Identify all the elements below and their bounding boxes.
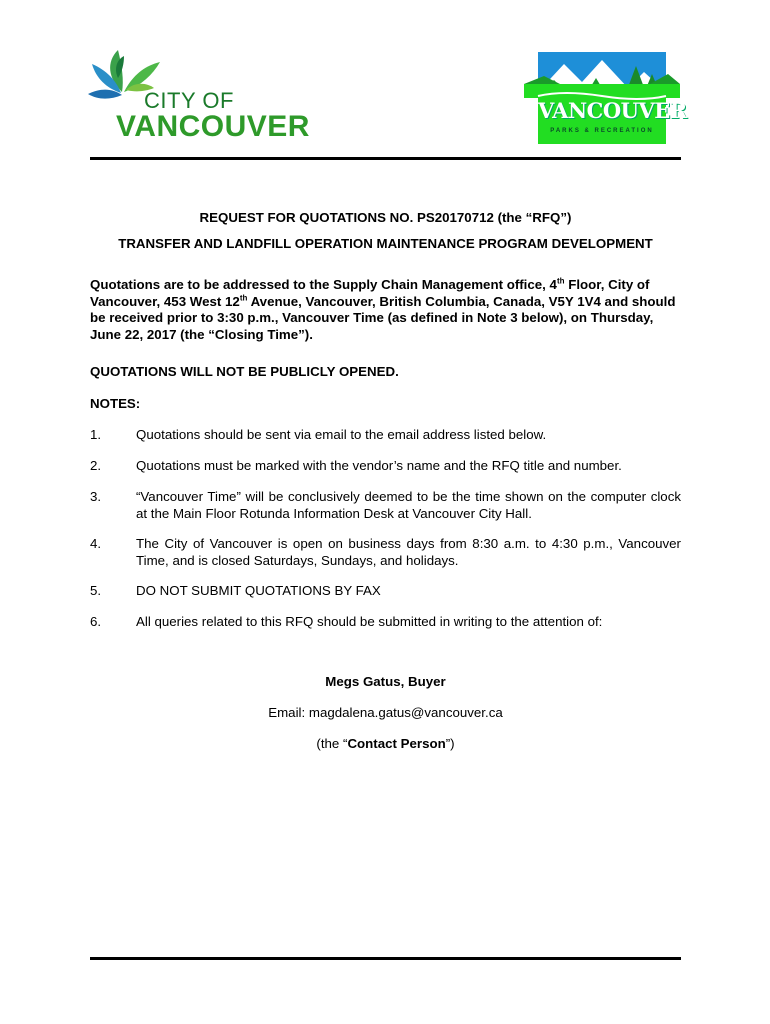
contact-person-term: Contact Person <box>347 736 446 751</box>
note-text: DO NOT SUBMIT QUOTATIONS BY FAX <box>136 583 381 598</box>
contact-paren-open: (the “ <box>316 736 348 751</box>
rfq-title: REQUEST FOR QUOTATIONS NO. PS20170712 (the “RFQ”) <box>199 210 572 225</box>
intro-sup1: th <box>556 276 565 286</box>
contact-person-label <box>90 736 681 751</box>
rfq-subtitle: TRANSFER AND LANDFILL OPERATION MAINTENANCE PROGRAM DEVELOPMENT <box>118 236 653 251</box>
note-number: 4. <box>90 536 102 551</box>
notes-heading: NOTES: <box>90 396 141 411</box>
intro-part3: Avenue, Vancouver, British Columbia, Canada, V5Y 1V4 and should be received prior to 3:30 p.m., Vancouver Time (as defined in Note 3 below), on Thursday, June 22, 2017 (the “Closing Time”). <box>90 293 676 342</box>
intro-sup2: th <box>239 293 248 303</box>
header-divider <box>90 157 681 160</box>
vancouver-parks-logo <box>524 52 687 144</box>
note-number: 1. <box>90 427 102 442</box>
note-number: 3. <box>90 489 102 504</box>
intro-part1: Quotations are to be addressed to the Supply Chain Management office, 4 <box>90 277 557 292</box>
not-opened-notice: QUOTATIONS WILL NOT BE PUBLICLY OPENED. <box>90 364 399 379</box>
note-number: 2. <box>90 458 102 473</box>
note-number: 5. <box>90 583 102 598</box>
intro-part2: Floor, City of Vancouver, 453 West 12 <box>90 277 650 309</box>
logo-parks-subtitle: PARKS & RECREATION <box>550 128 654 134</box>
note-text: All queries related to this RFQ should be submitted in writing to the attention of: <box>136 614 603 629</box>
contact-email[interactable]: Email: magdalena.gatus@vancouver.ca <box>268 705 503 720</box>
note-text: “Vancouver Time” will be conclusively deemed to be the time shown on the computer clock at the Main Floor Rotunda Information Desk at Vancouver City Hall. <box>136 489 681 521</box>
submission-instructions <box>90 277 681 343</box>
logo-vancouver-text: VANCOUVER <box>116 110 310 143</box>
city-of-vancouver-logo <box>88 48 310 148</box>
contact-name: Megs Gatus, Buyer <box>325 674 446 689</box>
footer-divider <box>90 957 681 960</box>
contact-paren-close: ”) <box>445 736 455 751</box>
logo-city-of-text: CITY OF <box>144 88 234 113</box>
note-text: Quotations should be sent via email to the email address listed below. <box>136 427 547 442</box>
note-text: Quotations must be marked with the vendor’s name and the RFQ title and number. <box>136 458 622 473</box>
logo-parks-vancouver-text: VANCOUVER <box>538 98 687 123</box>
note-number: 6. <box>90 614 102 629</box>
note-text: The City of Vancouver is open on business days from 8:30 a.m. to 4:30 p.m., Vancouver Time, and is closed Saturdays, Sundays, and holidays. <box>136 536 681 568</box>
